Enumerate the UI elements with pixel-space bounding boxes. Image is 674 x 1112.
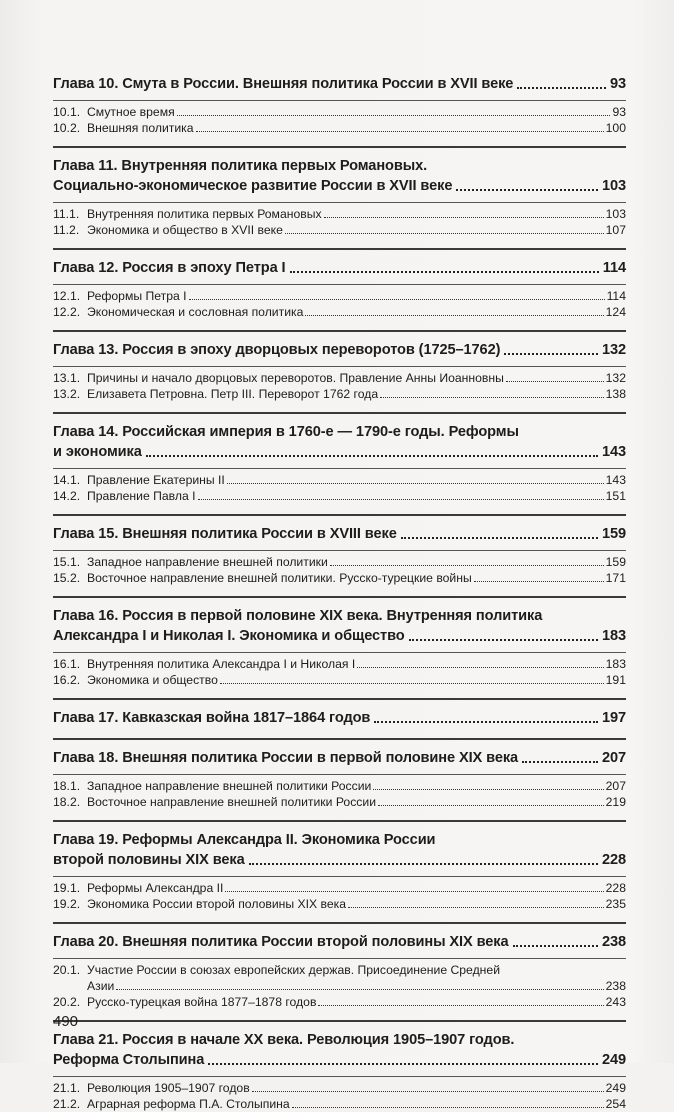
dot-leader (330, 565, 604, 566)
section-number: 16.2. (53, 673, 81, 687)
section-title: Революция 1905–1907 годов (87, 1081, 250, 1095)
chapter-title-row[interactable] (53, 340, 626, 360)
section-list (53, 100, 626, 136)
chapter-title-row[interactable] (53, 626, 626, 646)
chapter-page-number: 159 (601, 526, 626, 542)
section-title: Русско-турецкая война 1877–1878 годов (87, 995, 317, 1009)
toc-chapter (53, 330, 626, 402)
dot-leader (374, 721, 598, 723)
dot-leader (227, 483, 604, 484)
section-list (53, 468, 626, 504)
section-number: 20.1. (53, 963, 81, 977)
toc-section-row[interactable] (53, 570, 626, 586)
section-title: Елизавета Петровна. Петр III. Переворот 1762 года (87, 387, 379, 401)
dot-leader (196, 131, 604, 132)
chapter-title[interactable]: Глава 11. Внутренняя политика первых Романовых. (53, 158, 428, 174)
section-page-number: 238 (605, 979, 626, 993)
section-number: 20.2. (53, 995, 81, 1009)
section-page-number: 243 (605, 995, 626, 1009)
toc-section-row[interactable] (53, 104, 626, 120)
section-number: 16.1. (53, 657, 81, 671)
chapter-page-number: 93 (609, 76, 626, 92)
section-title: Правление Екатерины II (87, 473, 225, 487)
chapter-page-number: 183 (601, 628, 626, 644)
dot-leader (474, 581, 604, 582)
toc-section-row[interactable] (53, 304, 626, 320)
page-number: 490 (53, 1013, 79, 1030)
section-body (87, 962, 626, 994)
toc-chapter (53, 74, 626, 136)
section-page-number: 183 (605, 657, 626, 671)
dot-leader (292, 1107, 604, 1108)
toc-chapter (53, 596, 626, 688)
section-number: 15.2. (53, 571, 81, 585)
dot-leader (208, 1063, 598, 1065)
dot-leader (249, 863, 598, 865)
toc-section-row[interactable] (53, 472, 626, 488)
section-page-number: 191 (605, 673, 626, 687)
chapter-page-number: 132 (601, 342, 626, 358)
section-page-number: 159 (605, 555, 626, 569)
section-list (53, 774, 626, 810)
section-title-line2: Азии (87, 979, 115, 993)
chapter-page-number: 207 (601, 750, 626, 766)
section-page-number: 151 (605, 489, 626, 503)
chapter-title-row[interactable] (53, 176, 626, 196)
toc-section-row[interactable] (53, 206, 626, 222)
section-title: Внутренняя политика первых Романовых (87, 207, 322, 221)
toc-section-row[interactable] (53, 120, 626, 136)
section-title: Смутное время (87, 105, 175, 119)
dot-leader (285, 233, 604, 234)
toc-chapter (53, 146, 626, 238)
section-page-number: 93 (612, 105, 626, 119)
chapter-page-number: 197 (601, 710, 626, 726)
section-title: Причины и начало дворцовых переворотов. Правление Анны Иоанновны (87, 371, 504, 385)
dot-leader (504, 353, 598, 355)
toc-chapter (53, 412, 626, 504)
toc-chapter (53, 922, 626, 1010)
chapter-title-row[interactable] (53, 74, 626, 94)
chapter-title-line2: Александра I и Николая I. Экономика и общество (53, 628, 405, 644)
section-title: Восточное направление внешней политики России (87, 795, 377, 809)
section-page-number: 219 (605, 795, 626, 809)
section-page-number: 107 (605, 223, 626, 237)
chapter-title-row[interactable] (53, 932, 626, 952)
toc-chapter (53, 248, 626, 320)
dot-leader (220, 683, 604, 684)
section-page-number: 114 (606, 289, 626, 303)
section-page-number: 254 (605, 1097, 626, 1111)
dot-leader (189, 299, 605, 300)
chapter-page-number: 114 (602, 260, 626, 276)
section-page-number: 138 (605, 387, 626, 401)
section-list (53, 550, 626, 586)
dot-leader (409, 639, 598, 641)
dot-leader (506, 381, 604, 382)
section-number: 13.1. (53, 371, 81, 385)
chapter-page-number: 143 (601, 444, 626, 460)
section-number: 15.1. (53, 555, 81, 569)
chapter-title: Глава 10. Смута в России. Внешняя политика России в XVII веке (53, 76, 514, 92)
section-page-number: 207 (605, 779, 626, 793)
section-title: Экономика России второй половины XIX века (87, 897, 347, 911)
chapter-title[interactable]: Глава 16. Россия в первой половине XIX века. Внутренняя политика (53, 608, 543, 624)
section-number: 12.2. (53, 305, 81, 319)
section-title: Внешняя политика (87, 121, 194, 135)
section-title: Западное направление внешней политики России (87, 779, 372, 793)
section-number: 14.2. (53, 489, 81, 503)
chapter-title-row[interactable] (53, 1050, 626, 1070)
toc-section-row[interactable] (53, 488, 626, 504)
section-title: Восточное направление внешней политики. Русско-турецкие войны (87, 571, 472, 585)
dot-leader (456, 189, 598, 191)
dot-leader (357, 667, 603, 668)
section-number: 14.1. (53, 473, 81, 487)
dot-leader (378, 805, 604, 806)
section-number: 19.2. (53, 897, 81, 911)
section-number: 21.2. (53, 1097, 81, 1111)
section-page-number: 228 (605, 881, 626, 895)
chapter-title: Глава 15. Внешняя политика России в XVIII веке (53, 526, 397, 542)
section-title: Реформы Петра I (87, 289, 187, 303)
chapter-title[interactable]: Глава 14. Российская империя в 1760-е — 1790-е годы. Реформы (53, 424, 519, 440)
section-list (53, 876, 626, 912)
chapter-title: Глава 17. Кавказская война 1817–1864 годов (53, 710, 371, 726)
section-title: Внутренняя политика Александра I и Николая I (87, 657, 356, 671)
chapter-page-number: 238 (601, 934, 626, 950)
toc-section-row[interactable] (53, 370, 626, 386)
section-title-row (87, 978, 626, 994)
section-title: Экономика и общество в XVII веке (87, 223, 283, 237)
dot-leader (225, 891, 603, 892)
section-number: 18.1. (53, 779, 81, 793)
section-number: 10.1. (53, 105, 81, 119)
chapter-page-number: 103 (601, 178, 626, 194)
section-list (53, 652, 626, 688)
dot-leader (348, 907, 604, 908)
chapter-title-row[interactable] (53, 748, 626, 768)
toc-section-row[interactable] (53, 896, 626, 912)
dot-leader (177, 115, 611, 116)
chapter-title[interactable]: Глава 21. Россия в начале XX века. Революция 1905–1907 годов. (53, 1032, 515, 1048)
toc-section-row[interactable] (53, 386, 626, 402)
section-list (53, 958, 626, 1010)
chapter-title-line2: Реформа Столыпина (53, 1052, 205, 1068)
toc-section-row[interactable] (53, 994, 626, 1010)
dot-leader (318, 1005, 603, 1006)
dot-leader (116, 989, 603, 990)
section-number: 10.2. (53, 121, 81, 135)
dot-leader (198, 499, 604, 500)
chapter-page-number: 228 (601, 852, 626, 868)
dot-leader (380, 397, 604, 398)
section-number: 11.1. (53, 207, 80, 221)
section-page-number: 143 (605, 473, 626, 487)
toc-chapter (53, 820, 626, 912)
dot-leader (513, 945, 598, 947)
chapter-title: Глава 20. Внешняя политика России второй половины XIX века (53, 934, 509, 950)
toc-chapter (53, 1020, 626, 1112)
dot-leader (522, 761, 598, 763)
chapter-title-row[interactable] (53, 708, 626, 728)
chapter-title[interactable]: Глава 19. Реформы Александра II. Экономика России (53, 832, 436, 848)
section-number: 12.1. (53, 289, 81, 303)
toc-section-row[interactable] (53, 962, 626, 994)
dot-leader (401, 537, 598, 539)
section-title: Западное направление внешней политики (87, 555, 328, 569)
chapter-title-line2: второй половины XIX века (53, 852, 245, 868)
toc-section-row[interactable] (53, 672, 626, 688)
section-title: Экономика и общество (87, 673, 218, 687)
chapter-title-row[interactable] (53, 850, 626, 870)
toc-section-row[interactable] (53, 1080, 626, 1096)
section-page-number: 103 (605, 207, 626, 221)
chapter-title-row[interactable] (53, 524, 626, 544)
toc-section-row[interactable] (53, 288, 626, 304)
section-page-number: 124 (605, 305, 626, 319)
section-title: Реформы Александра II (87, 881, 224, 895)
chapter-title: Глава 18. Внешняя политика России в первой половине XIX века (53, 750, 519, 766)
toc-section-row[interactable] (53, 880, 626, 896)
table-of-contents (53, 74, 626, 1112)
section-title: Аграрная реформа П.А. Столыпина (87, 1097, 290, 1111)
section-list (53, 202, 626, 238)
chapter-title-line2: и экономика (53, 444, 142, 460)
dot-leader (290, 271, 599, 273)
dot-leader (252, 1091, 604, 1092)
toc-section-row[interactable] (53, 794, 626, 810)
section-number: 19.1. (53, 881, 81, 895)
toc-section-row[interactable] (53, 222, 626, 238)
chapter-title: Глава 12. Россия в эпоху Петра I (53, 260, 286, 276)
section-page-number: 249 (605, 1081, 626, 1095)
chapter-title-row[interactable] (53, 442, 626, 462)
dot-leader (146, 455, 598, 457)
section-number: 21.1. (53, 1081, 81, 1095)
section-number: 18.2. (53, 795, 81, 809)
section-title: Экономическая и сословная политика (87, 305, 304, 319)
section-page-number: 171 (605, 571, 626, 585)
section-list (53, 366, 626, 402)
section-number: 13.2. (53, 387, 81, 401)
section-page-number: 100 (605, 121, 626, 135)
chapter-title-line2: Социально-экономическое развитие России в XVII веке (53, 178, 453, 194)
section-list (53, 1076, 626, 1112)
toc-chapter (53, 514, 626, 586)
toc-chapter (53, 738, 626, 810)
dot-leader (305, 315, 603, 316)
section-page-number: 235 (605, 897, 626, 911)
dot-leader (517, 87, 606, 89)
dot-leader (373, 789, 603, 790)
toc-section-row[interactable] (53, 778, 626, 794)
section-page-number: 132 (605, 371, 626, 385)
toc-section-row[interactable] (53, 1096, 626, 1112)
section-title: Участие России в союзах европейских держав. Присоединение Средней (87, 963, 500, 977)
chapter-title: Глава 13. Россия в эпоху дворцовых переворотов (1725–1762) (53, 342, 501, 358)
toc-section-row[interactable] (53, 656, 626, 672)
chapter-title-row[interactable] (53, 258, 626, 278)
dot-leader (324, 217, 604, 218)
section-title: Правление Павла I (87, 489, 196, 503)
chapter-page-number: 249 (601, 1052, 626, 1068)
section-list (53, 284, 626, 320)
toc-chapter (53, 698, 626, 728)
toc-section-row[interactable] (53, 554, 626, 570)
section-number: 11.2. (53, 223, 80, 237)
